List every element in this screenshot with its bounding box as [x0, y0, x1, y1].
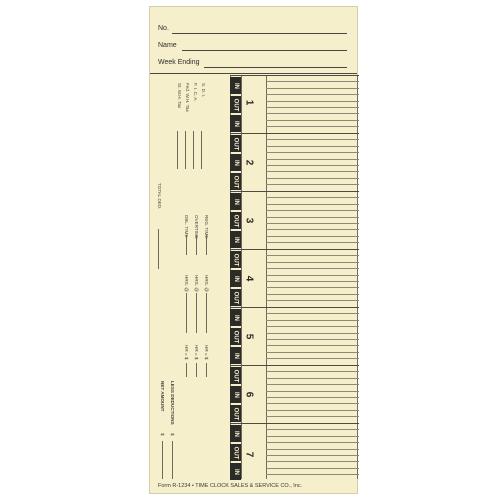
ot-rate-line[interactable] — [196, 293, 197, 333]
week-ending-field[interactable] — [204, 67, 347, 68]
fica-line[interactable] — [193, 131, 194, 169]
less-deductions-line[interactable] — [172, 441, 173, 479]
no-label: No. — [158, 25, 169, 32]
time-entry-line[interactable] — [266, 378, 359, 379]
reg-time-line[interactable] — [206, 235, 207, 255]
in-punch: IN — [230, 231, 241, 248]
day-number: 7 — [243, 451, 255, 458]
ot-hrs-label: HRS. @ — [194, 275, 199, 292]
time-entry-line[interactable] — [266, 391, 359, 392]
out-punch: OUT — [230, 173, 241, 190]
fed-tax-label: Fed. W.H. Tax — [185, 83, 190, 112]
sdi-line[interactable] — [201, 131, 202, 169]
in-punch: IN — [230, 309, 241, 326]
time-entry-line[interactable] — [266, 345, 359, 346]
in-punch: IN — [230, 425, 241, 442]
time-entry-line[interactable] — [266, 120, 359, 121]
day-number: 1 — [243, 99, 255, 106]
time-entry-line[interactable] — [266, 442, 359, 443]
time-entry-line[interactable] — [266, 326, 359, 327]
dbl-rate-line[interactable] — [186, 293, 187, 333]
time-entry-line[interactable] — [266, 139, 359, 140]
out-punch: OUT — [230, 328, 241, 345]
day-number: 3 — [243, 217, 255, 224]
out-punch: OUT — [230, 405, 241, 422]
time-entry-line[interactable] — [266, 210, 359, 211]
out-punch: OUT — [230, 367, 241, 384]
out-punch: OUT — [230, 444, 241, 461]
total-ded-line[interactable] — [158, 229, 159, 269]
time-entry-line[interactable] — [266, 275, 359, 276]
time-entry-line[interactable] — [266, 223, 359, 224]
in-punch: IN — [230, 386, 241, 403]
time-entry-line[interactable] — [266, 461, 359, 462]
time-entry-line[interactable] — [266, 262, 359, 263]
time-entry-line[interactable] — [266, 474, 359, 475]
time-entry-line[interactable] — [266, 268, 359, 269]
net-amount-label: NET AMOUNT — [160, 381, 165, 412]
time-entry-line[interactable] — [266, 236, 359, 237]
time-entry-line[interactable] — [266, 165, 359, 166]
time-entry-line[interactable] — [266, 384, 359, 385]
time-entry-line[interactable] — [266, 333, 359, 334]
total-ded-label: TOTAL DED. — [157, 183, 162, 210]
reg-hrs-label: HRS. @ — [204, 275, 209, 292]
name-label: Name — [158, 42, 177, 49]
time-entry-line[interactable] — [266, 403, 359, 404]
reg-time-label: REG. TIME — [204, 215, 209, 239]
time-entry-line[interactable] — [266, 352, 359, 353]
time-entry-line[interactable] — [266, 410, 359, 411]
time-entry-line[interactable] — [266, 184, 359, 185]
day-number: 4 — [243, 275, 255, 282]
dbl-amount-line[interactable] — [186, 363, 187, 377]
day-number: 2 — [243, 159, 255, 166]
time-entry-line[interactable] — [266, 294, 359, 295]
in-punch: IN — [230, 463, 241, 480]
time-entry-line[interactable] — [266, 229, 359, 230]
time-entry-line[interactable] — [266, 171, 359, 172]
in-punch: IN — [230, 193, 241, 210]
in-punch: IN — [230, 270, 241, 287]
time-entry-line[interactable] — [266, 416, 359, 417]
ot-hr-label: HR = $ — [194, 345, 199, 360]
time-entry-line[interactable] — [266, 449, 359, 450]
overtime-line[interactable] — [196, 235, 197, 255]
week-ending-label: Week Ending — [158, 59, 200, 66]
in-punch: IN — [230, 347, 241, 364]
less-dollar: $ — [170, 433, 175, 436]
dbl-time-label: DBL. TIME — [184, 215, 189, 238]
net-amount-line[interactable] — [162, 441, 163, 479]
form-footer: Form R-1234 • TIME CLOCK SALES & SERVICE CO., Inc. — [158, 483, 303, 489]
st-tax-label: St. W.H. Tax — [177, 83, 182, 109]
fica-label: F. I. C. A. — [193, 83, 198, 102]
time-entry-line[interactable] — [266, 320, 359, 321]
out-punch: OUT — [230, 289, 241, 306]
time-entry-line[interactable] — [266, 152, 359, 153]
time-entry-line[interactable] — [266, 101, 359, 102]
time-entry-line[interactable] — [266, 255, 359, 256]
time-entry-line[interactable] — [266, 113, 359, 114]
time-entry-line[interactable] — [266, 371, 359, 372]
time-entry-line[interactable] — [266, 146, 359, 147]
time-entry-line[interactable] — [266, 455, 359, 456]
time-entry-line[interactable] — [266, 429, 359, 430]
overtime-label: OVERTIME — [194, 215, 199, 239]
time-entry-line[interactable] — [266, 126, 359, 127]
time-grid — [230, 75, 359, 479]
dbl-hr-label: HR = $ — [184, 345, 189, 360]
time-entry-line[interactable] — [266, 436, 359, 437]
in-punch: IN — [230, 154, 241, 171]
time-entry-line[interactable] — [266, 107, 359, 108]
time-entry-line[interactable] — [266, 358, 359, 359]
time-entry-line[interactable] — [266, 204, 359, 205]
time-entry-line[interactable] — [266, 81, 359, 82]
time-entry-line[interactable] — [266, 468, 359, 469]
dbl-time-line[interactable] — [186, 235, 187, 255]
fed-line[interactable] — [185, 131, 186, 169]
dbl-hrs-label: HRS. @ — [184, 275, 189, 292]
time-card — [149, 6, 358, 494]
time-entry-line[interactable] — [266, 300, 359, 301]
out-punch: OUT — [230, 96, 241, 113]
reg-rate-line[interactable] — [206, 293, 207, 333]
out-punch: OUT — [230, 212, 241, 229]
header-divider — [150, 73, 357, 74]
time-entry-line[interactable] — [266, 242, 359, 243]
reg-hr-label: HR = $ — [204, 345, 209, 360]
time-entry-line[interactable] — [266, 313, 359, 314]
out-punch: OUT — [230, 251, 241, 268]
sdi-label: S. D. I. — [201, 83, 206, 98]
in-punch: IN — [230, 77, 241, 94]
less-deductions-label: LESS DEDUCTIONS — [170, 381, 175, 425]
net-dollar: $ — [160, 433, 165, 436]
name-field[interactable] — [182, 50, 347, 51]
time-entry-line[interactable] — [266, 88, 359, 89]
out-punch: OUT — [230, 135, 241, 152]
time-entry-line[interactable] — [266, 339, 359, 340]
ot-amount-line[interactable] — [196, 363, 197, 377]
time-entry-line[interactable] — [266, 178, 359, 179]
time-entry-line[interactable] — [266, 159, 359, 160]
in-punch: IN — [230, 115, 241, 132]
time-entry-line[interactable] — [266, 94, 359, 95]
time-entry-line[interactable] — [266, 287, 359, 288]
time-entry-line[interactable] — [266, 281, 359, 282]
time-entry-line[interactable] — [266, 397, 359, 398]
no-field[interactable] — [172, 33, 347, 34]
day-number: 6 — [243, 391, 255, 398]
day-number: 5 — [243, 333, 255, 340]
reg-amount-line[interactable] — [206, 363, 207, 377]
time-entry-line[interactable] — [266, 197, 359, 198]
st-line[interactable] — [177, 131, 178, 169]
time-entry-line[interactable] — [266, 217, 359, 218]
